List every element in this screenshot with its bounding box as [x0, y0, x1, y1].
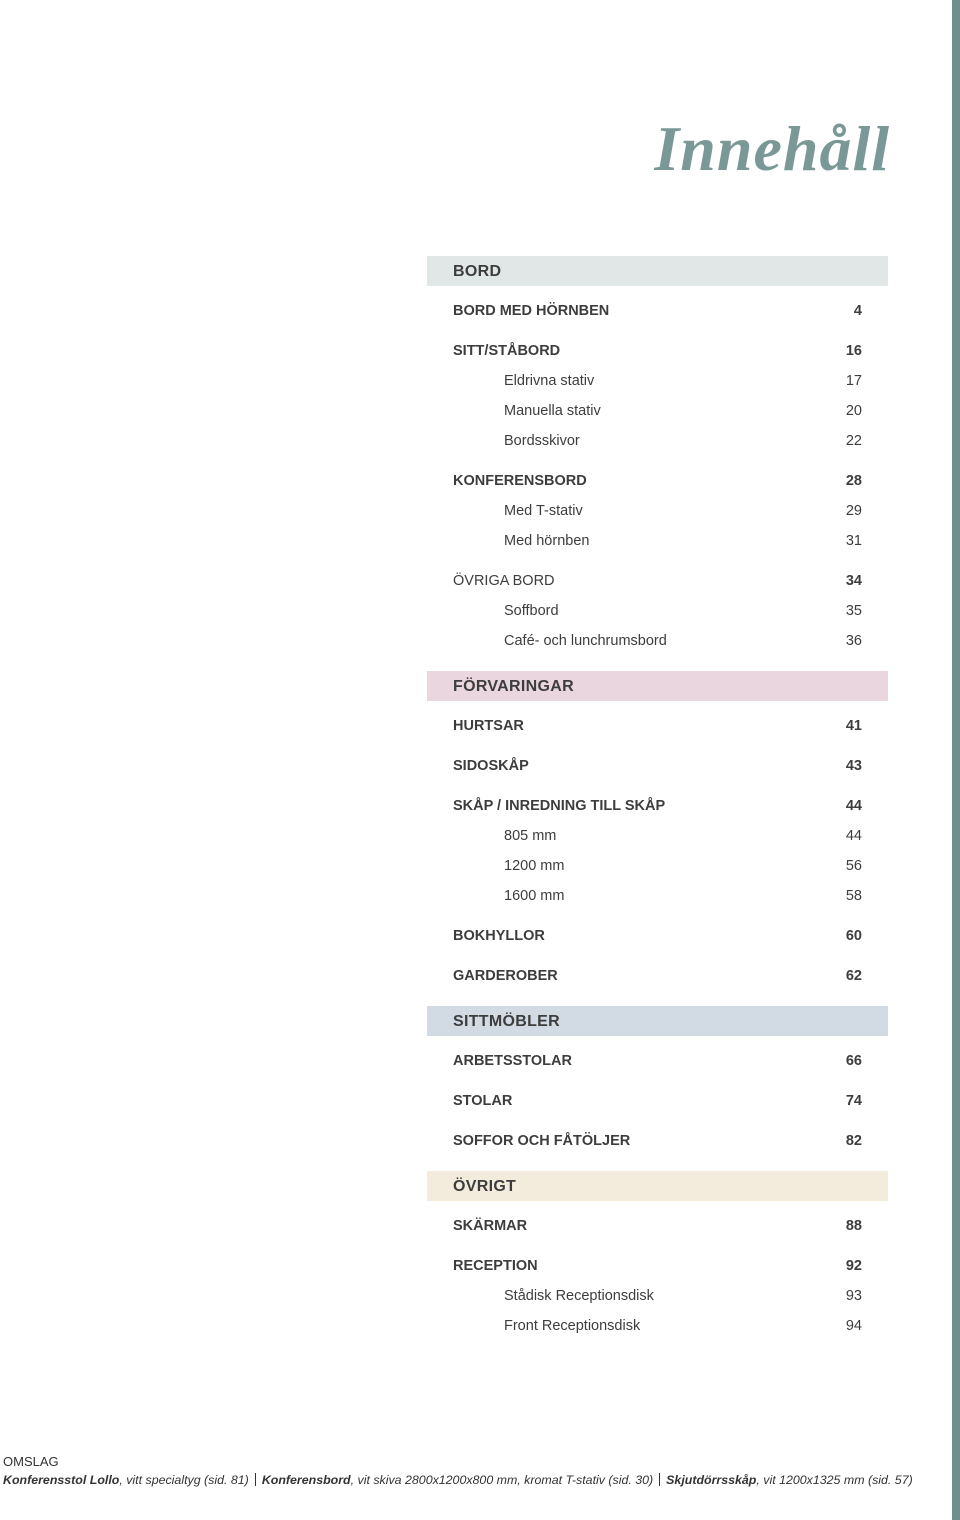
section-heading-forvaringar: FÖRVARINGAR: [427, 671, 888, 701]
toc-entry-label: Soffbord: [504, 603, 559, 619]
toc-entry-page: 16: [845, 343, 862, 359]
toc-subentry[interactable]: [427, 1311, 888, 1341]
toc-entry-label: Front Receptionsdisk: [504, 1318, 641, 1334]
toc-entry-label: ARBETSSTOLAR: [453, 1053, 572, 1069]
toc-entry-page: 34: [845, 573, 862, 589]
section-heading-ovrigt: ÖVRIGT: [427, 1171, 888, 1201]
toc-entry[interactable]: [427, 711, 888, 741]
toc-subentry[interactable]: [427, 426, 888, 456]
section-sittmobler: [427, 1006, 888, 1156]
toc-entry-page: 82: [845, 1133, 862, 1149]
section-heading-sittmobler: SITTMÖBLER: [427, 1006, 888, 1036]
toc-entry-page: 56: [845, 858, 862, 874]
caption-product-name: Skjutdörrsskåp: [666, 1473, 757, 1487]
toc-entry-label: SIDOSKÅP: [453, 758, 529, 774]
toc-entry-page: 93: [845, 1288, 862, 1304]
toc-entry-label: Manuella stativ: [504, 403, 601, 419]
toc-entry-label: RECEPTION: [453, 1258, 538, 1274]
toc-entry-label: HURTSAR: [453, 718, 524, 734]
toc-entry-label: SKÄRMAR: [453, 1218, 528, 1234]
toc-entry-label: BORD MED HÖRNBEN: [453, 303, 610, 319]
toc-entry-page: 44: [845, 798, 862, 814]
toc-subentry[interactable]: [427, 366, 888, 396]
cover-label: OMSLAG: [3, 1454, 59, 1469]
toc-entry-label: ÖVRIGA BORD: [453, 573, 555, 589]
caption-product-desc: , vitt specialtyg (sid. 81): [119, 1473, 249, 1487]
toc-entry-label: Stådisk Receptionsdisk: [504, 1288, 654, 1304]
toc-entry-page: 94: [845, 1318, 862, 1334]
toc-subentry[interactable]: [427, 851, 888, 881]
toc-entry[interactable]: [427, 791, 888, 821]
toc-entry[interactable]: [427, 566, 888, 596]
toc-entry-label: SOFFOR OCH FÅTÖLJER: [453, 1133, 631, 1149]
toc-entry-label: Eldrivna stativ: [504, 373, 595, 389]
toc-entry[interactable]: [427, 751, 888, 781]
toc-entry-label: BOKHYLLOR: [453, 928, 545, 944]
toc-entry-page: 60: [845, 928, 862, 944]
toc-entry-label: 1200 mm: [504, 858, 565, 874]
toc-subentry[interactable]: [427, 821, 888, 851]
toc-entry-page: 92: [845, 1258, 862, 1274]
toc-subentry[interactable]: [427, 626, 888, 656]
toc-entry-page: 35: [845, 603, 862, 619]
toc-entry-label: KONFERENSBORD: [453, 473, 587, 489]
table-of-contents: [427, 256, 888, 1341]
toc-entry-page: 28: [845, 473, 862, 489]
toc-entry[interactable]: [427, 921, 888, 951]
toc-entry-label: SITT/STÅBORD: [453, 343, 561, 359]
toc-entry-page: 44: [845, 828, 862, 844]
toc-entry-page: 41: [845, 718, 862, 734]
toc-entry-page: 74: [845, 1093, 862, 1109]
toc-entry-page: 31: [845, 533, 862, 549]
toc-entry-page: 62: [845, 968, 862, 984]
toc-entry-page: 17: [845, 373, 862, 389]
toc-entry[interactable]: [427, 466, 888, 496]
toc-entry-label: 805 mm: [504, 828, 557, 844]
toc-entry-page: 58: [845, 888, 862, 904]
toc-entry-label: GARDEROBER: [453, 968, 558, 984]
caption-product-name: Konferensstol Lollo: [3, 1473, 120, 1487]
toc-entry-label: Med hörnben: [504, 533, 590, 549]
toc-entry-page: 22: [845, 433, 862, 449]
toc-entry-page: 4: [853, 303, 862, 319]
caption-product-desc: , vit skiva 2800x1200x800 mm, kromat T-stativ (sid. 30): [350, 1473, 654, 1487]
section-bord: [427, 256, 888, 656]
toc-entry[interactable]: [427, 1086, 888, 1116]
toc-entry[interactable]: [427, 1046, 888, 1076]
toc-entry[interactable]: [427, 336, 888, 366]
toc-subentry[interactable]: [427, 881, 888, 911]
right-edge-bar: [952, 0, 960, 1520]
toc-entry-page: 43: [845, 758, 862, 774]
section-heading-bord: BORD: [427, 256, 888, 286]
toc-subentry[interactable]: [427, 396, 888, 426]
toc-entry-page: 29: [845, 503, 862, 519]
caption-separator: [659, 1473, 660, 1486]
toc-entry-page: 36: [845, 633, 862, 649]
toc-entry-page: 88: [845, 1218, 862, 1234]
caption-product-name: Konferensbord: [261, 1473, 351, 1487]
toc-entry[interactable]: [427, 1126, 888, 1156]
toc-entry-label: 1600 mm: [504, 888, 565, 904]
toc-subentry[interactable]: [427, 496, 888, 526]
toc-entry-label: SKÅP / INREDNING TILL SKÅP: [453, 798, 666, 814]
toc-entry[interactable]: [427, 1211, 888, 1241]
section-forvaringar: [427, 671, 888, 991]
caption-product-desc: , vit 1200x1325 mm (sid. 57): [756, 1473, 913, 1487]
toc-entry[interactable]: [427, 296, 888, 326]
toc-subentry[interactable]: [427, 526, 888, 556]
section-ovrigt: [427, 1171, 888, 1341]
cover-caption-text: [3, 1471, 923, 1489]
toc-entry-label: Med T-stativ: [504, 503, 583, 519]
toc-entry-label: Bordsskivor: [504, 433, 580, 449]
toc-subentry[interactable]: [427, 1281, 888, 1311]
toc-subentry[interactable]: [427, 596, 888, 626]
toc-entry-page: 66: [845, 1053, 862, 1069]
toc-entry-label: Café- och lunchrumsbord: [504, 633, 667, 649]
caption-separator: [255, 1473, 256, 1486]
toc-entry[interactable]: [427, 1251, 888, 1281]
cover-caption: [3, 1453, 923, 1489]
toc-entry-label: STOLAR: [453, 1093, 513, 1109]
toc-entry-page: 20: [845, 403, 862, 419]
toc-entry[interactable]: [427, 961, 888, 991]
page-title: Innehåll: [654, 113, 890, 184]
